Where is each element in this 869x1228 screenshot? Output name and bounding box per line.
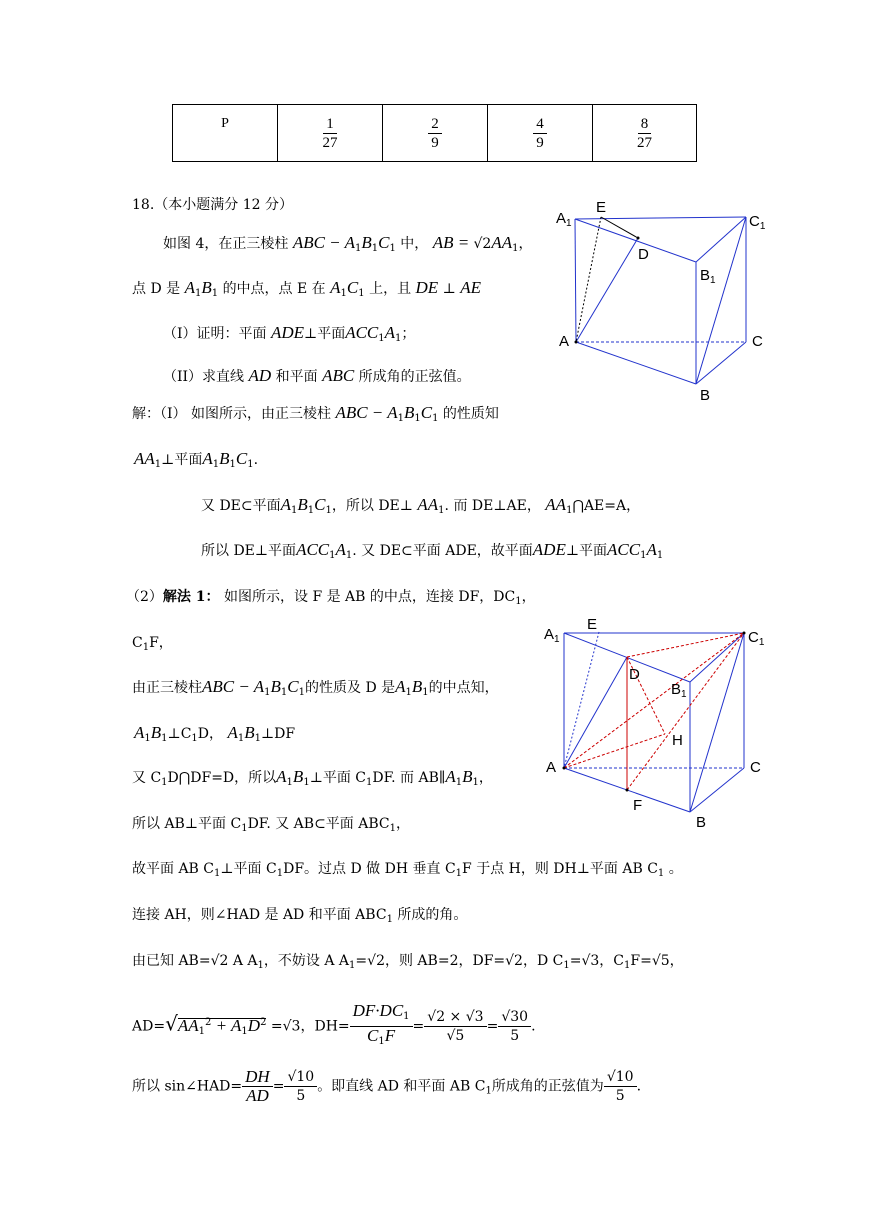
part2-heading: （2）解法 1： 如图所示，设 F 是 AB 的中点，连接 DF，$DC_1$，: [126, 589, 536, 607]
label-D: D: [629, 666, 640, 683]
part2-line9: 由已知 AB=√2 A $A_1$，不妨设 A $A_1=√2$，则 AB=2，DF=√2，D $C_1=√3$，$C_1F=√5$，: [132, 953, 684, 971]
part2-line8: 连接 AH，则∠HAD 是 AD 和平面 $ABC_1$ 所成的角。: [132, 907, 468, 925]
label-A: A: [546, 759, 557, 776]
part2-line5: 又 $C_1D⋂DF=D$，所以$A_1B_1\perp$平面 $C_1DF$. 而 $AB\parallel A_1B_1$，: [132, 767, 493, 788]
label-C: C: [750, 759, 761, 776]
table-cell: $\frac{4}{9}$: [488, 105, 593, 162]
label-A: A: [559, 333, 570, 350]
label-C1: $C_1$: [748, 629, 765, 648]
solution-line1: 解：（I） 如图所示，由正三棱柱 ABC − $A_1B_1C_1$ 的性质知: [132, 403, 499, 424]
part2-line11: 所以 sin∠HAD= $\frac{DH}{AD}$ = $\frac{√10}{5}$ 。即直线 AD 和平面 AB $C_1$所成角的正弦值为 $\frac{√10}{5}$ .: [132, 1067, 642, 1105]
label-B1: $B_1$: [700, 267, 716, 286]
label-C1: $C_1$: [749, 213, 766, 232]
table-cell: $\frac{2}{9}$: [383, 105, 488, 162]
label-A1: $A_1$: [556, 210, 572, 229]
problem-intro: 如图 4，在正三棱柱 ABC − $A_1B_1C_1$ 中， AB = $√2AA_1$，: [163, 233, 533, 254]
prism-figure-2: [540, 612, 780, 832]
probability-table: [172, 104, 697, 162]
label-A1: $A_1$: [544, 626, 560, 645]
label-B: B: [696, 814, 707, 831]
part2-line6: 所以 AB⊥平面 $C_1DF$. 又 AB⊂平面 $ABC_1$，: [132, 816, 410, 834]
solution-line4: 所以 DE⊥平面$ACC_1A_1$. 又 DE⊂平面 ADE，故平面ADE⊥平面$ACC_1A_1$: [201, 540, 664, 561]
part2-c1f: $C_1F$，: [132, 635, 173, 653]
row-label: P: [173, 105, 278, 162]
part2-line3: 由正三棱柱ABC − $A_1B_1C_1$的性质及 D 是$A_1B_1$的中点知，: [132, 677, 499, 698]
problem-line2: 点 D 是 $A_1B_1$ 的中点，点 E 在 $A_1C_1$ 上，且 DE ⊥ AE: [132, 278, 482, 299]
label-E: E: [587, 616, 598, 633]
label-B: B: [700, 387, 711, 404]
table-cell: $\frac{1}{27}$: [278, 105, 383, 162]
label-D: D: [638, 246, 649, 263]
label-C: C: [752, 333, 763, 350]
problem-part2: （II）求直线 AD 和平面 ABC 所成角的正弦值。: [163, 366, 471, 385]
part2-line7: 故平面 AB $C_1\perp$平面 $C_1DF$。过点 D 做 DH 垂直 $C_1F$ 于点 H，则 DH⊥平面 AB $C_1$ 。: [132, 861, 683, 879]
label-B1: $B_1$: [671, 681, 687, 700]
part2-line4: $A_1B_1\perp C_1D$， $A_1B_1\perp DF$: [134, 723, 296, 744]
label-F: F: [633, 797, 643, 814]
solution-line3: 又 DE⊂平面$A_1B_1C_1$，所以 DE⊥ $AA_1$. 而 DE⊥AE， $AA_1⋂AE=A$，: [201, 495, 641, 516]
problem-part1: （I）证明：平面 ADE⊥平面$ACC_1A_1$；: [163, 323, 416, 344]
table-cell: $\frac{8}{27}$: [593, 105, 697, 162]
part2-line10: $AD=√AA_1^2 + A_1D^2 =√3$，DH= $\frac{DF\cdot DC_1}{C_1F}$ = $\frac{√2 \times √3}{√5}$ = $\frac{√30}{5}$ .: [132, 1001, 536, 1047]
label-H: H: [672, 732, 683, 749]
table-row: [173, 105, 697, 162]
solution-line2: $AA_1\perp$平面$A_1B_1C_1$.: [134, 449, 259, 470]
problem-number: 18.（本小题满分 12 分）: [132, 197, 293, 213]
prism-figure-1: [550, 195, 780, 410]
label-E: E: [596, 199, 607, 216]
